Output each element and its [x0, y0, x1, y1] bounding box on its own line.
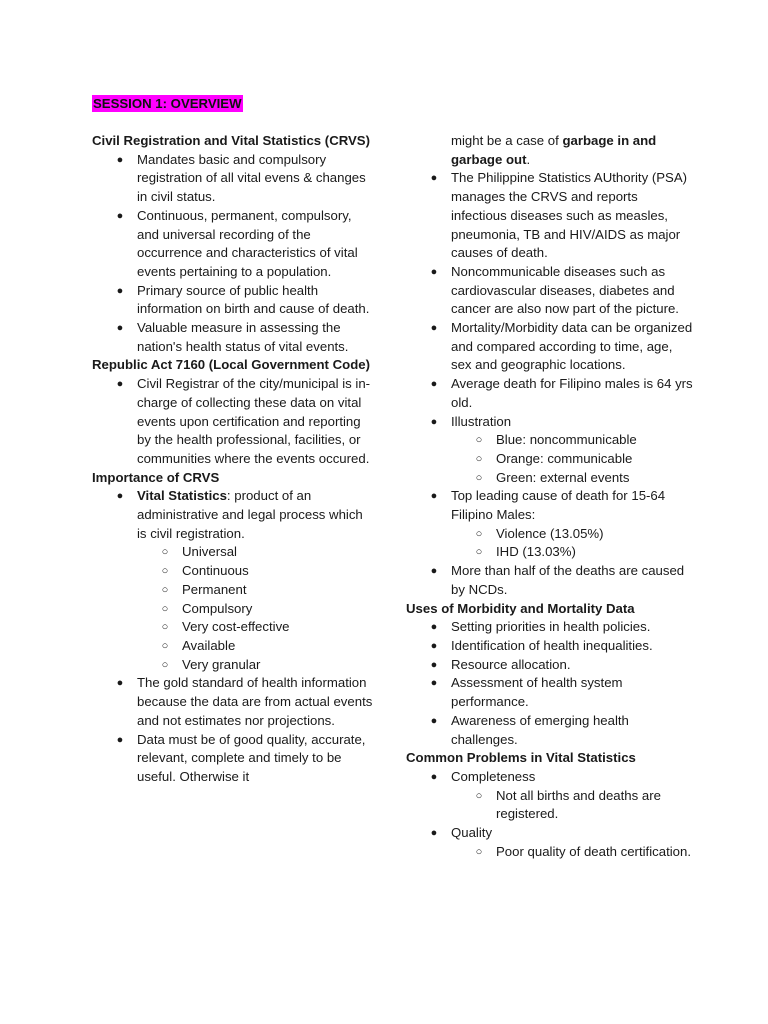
list-item: ● Mortality/Morbidity data can be organized and compared according to time, age, sex and geographic locations.: [406, 319, 696, 375]
bullet-marker: ●: [430, 172, 438, 185]
bullet-marker: ●: [116, 733, 124, 746]
importance-list: [92, 487, 374, 786]
problems-list: [406, 768, 696, 862]
sub-bullet-marker: ○: [475, 452, 483, 465]
list-item: ● Assessment of health system performance.: [406, 674, 696, 711]
list-item: ● Identification of health inequalities.: [406, 637, 696, 656]
list-item: ● Illustration: [406, 413, 696, 432]
list-item: ● Primary source of public health information on birth and cause of death.: [92, 282, 374, 319]
list-item: ● Awareness of emerging health challenges.: [406, 712, 696, 749]
sub-bullet-marker: ○: [161, 602, 169, 615]
list-item: ● The gold standard of health information because the data are from actual events and not estimates nor projections.: [92, 674, 374, 730]
list-item: ● Top leading cause of death for 15-64 Filipino Males:: [406, 487, 696, 524]
list-item: ● Mandates basic and compulsory registration of all vital evens & changes in civil status.: [92, 151, 374, 207]
sub-list-item: ○ Universal: [92, 543, 374, 562]
list-item: ● The Philippine Statistics AUthority (PSA) manages the CRVS and reports infectious diseases such as measles, pneumonia, TB and HIV/AIDS as major causes of death.: [406, 169, 696, 263]
sub-bullet-marker: ○: [161, 658, 169, 671]
list-item: ● Continuous, permanent, compulsory, and universal recording of the occurrence and characteristics of vital events pertaining to a population.: [92, 207, 374, 282]
bullet-marker: ●: [430, 639, 438, 652]
bullet-marker: ●: [116, 677, 124, 690]
bullet-marker: ●: [116, 209, 124, 222]
bullet-marker: ●: [116, 378, 124, 391]
sub-list-item: ○ Compulsory: [92, 600, 374, 619]
vital-statistics-term: Vital Statistics: [137, 488, 227, 504]
sub-bullet-marker: ○: [161, 583, 169, 596]
problems-heading: Common Problems in Vital Statistics: [406, 750, 636, 766]
crvs-heading: Civil Registration and Vital Statistics (CRVS): [92, 133, 370, 148]
list-item: ● Noncommunicable diseases such as cardiovascular diseases, diabetes and cancer are also now part of the picture.: [406, 263, 696, 319]
session-title: SESSION 1: OVERVIEW: [93, 96, 242, 111]
sub-list-item: ○ Green: external events: [406, 469, 696, 488]
sub-bullet-marker: ○: [475, 471, 483, 484]
uses-heading: Uses of Morbidity and Mortality Data: [406, 600, 635, 616]
list-item: ● Quality: [406, 824, 696, 843]
left-column: [92, 132, 374, 787]
sub-list-item: ○ Very cost-effective: [92, 618, 374, 637]
bullet-marker: ●: [430, 714, 438, 727]
bullet-marker: ●: [116, 322, 124, 335]
list-item: ● Completeness: [406, 768, 696, 787]
sub-bullet-marker: ○: [161, 621, 169, 634]
crvs-list: [92, 151, 374, 357]
bullet-marker: ●: [430, 565, 438, 578]
bullet-marker: ●: [430, 265, 438, 278]
right-column: [406, 132, 696, 861]
list-item: ● Vital Statistics: product of an administrative and legal process which is civil registration.: [92, 487, 374, 543]
ra-heading: Republic Act 7160 (Local Government Code): [92, 357, 370, 373]
list-item: ● Valuable measure in assessing the nation's health status of vital events.: [92, 319, 374, 356]
garbage-phrase: garbage in and garbage out: [451, 133, 657, 167]
sub-list-item: ○ Violence (13.05%): [406, 525, 696, 544]
sub-bullet-marker: ○: [475, 845, 483, 858]
list-item: ● Average death for Filipino males is 64 yrs old.: [406, 375, 696, 412]
sub-list-item: ○ Not all births and deaths are registered.: [406, 787, 696, 824]
bullet-marker: ●: [430, 827, 438, 840]
continued-list: [406, 132, 696, 600]
sub-list-item: ○ Continuous: [92, 562, 374, 581]
sub-bullet-marker: ○: [161, 565, 169, 578]
list-item: ● Civil Registrar of the city/municipal is in-charge of collecting these data on vital events upon certification and reporting by the health professional, facilities, or communities where the events occured.: [92, 375, 374, 469]
sub-list-item: ○ IHD (13.03%): [406, 543, 696, 562]
sub-bullet-marker: ○: [161, 639, 169, 652]
sub-bullet-marker: ○: [161, 546, 169, 559]
bullet-marker: ●: [430, 378, 438, 391]
bullet-marker: ●: [430, 322, 438, 335]
bullet-marker: ●: [430, 677, 438, 690]
ra-list: [92, 375, 374, 469]
importance-heading: Importance of CRVS: [92, 469, 220, 485]
bullet-marker: ●: [116, 153, 124, 166]
bullet-marker: ●: [430, 658, 438, 671]
sub-list-item: ○ Very granular: [92, 656, 374, 675]
list-item-continued: might be a case of garbage in and garbage out.: [451, 133, 657, 167]
list-item: ● Setting priorities in health policies.: [406, 618, 696, 637]
sub-bullet-marker: ○: [475, 546, 483, 559]
list-item: ● Data must be of good quality, accurate, relevant, complete and timely to be useful. Otherwise it: [92, 731, 374, 787]
sub-list-item: ○ Poor quality of death certification.: [406, 843, 696, 862]
list-item: ● More than half of the deaths are caused by NCDs.: [406, 562, 696, 599]
bullet-marker: ●: [430, 770, 438, 783]
sub-list-item: ○ Blue: noncommunicable: [406, 431, 696, 450]
sub-list-item: ○ Available: [92, 637, 374, 656]
bullet-marker: ●: [430, 415, 438, 428]
sub-list-item: ○ Orange: communicable: [406, 450, 696, 469]
sub-bullet-marker: ○: [475, 527, 483, 540]
sub-bullet-marker: ○: [475, 789, 483, 802]
bullet-marker: ●: [116, 284, 124, 297]
sub-bullet-marker: ○: [475, 434, 483, 447]
uses-list: [406, 618, 696, 749]
bullet-marker: ●: [430, 621, 438, 634]
bullet-marker: ●: [116, 490, 124, 503]
list-item: ● Resource allocation.: [406, 656, 696, 675]
sub-list-item: ○ Permanent: [92, 581, 374, 600]
bullet-marker: ●: [430, 490, 438, 503]
